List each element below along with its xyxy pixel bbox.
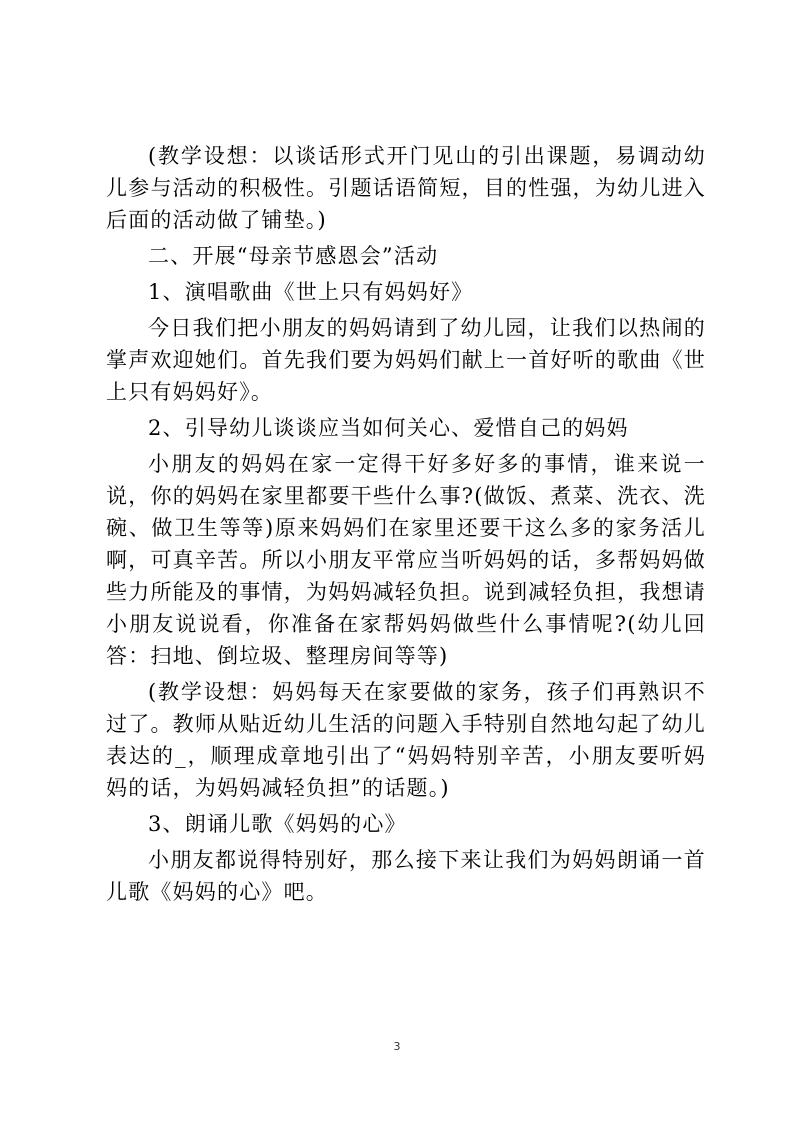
- subheading-2: 2、引导幼儿谈谈应当如何关心、爱惜自己的妈妈: [148, 416, 629, 440]
- section-heading-2: 二、开展“母亲节感恩会”活动: [148, 244, 439, 268]
- subheading-1: 1、演唱歌曲《世上只有妈妈好》: [148, 280, 474, 304]
- document-body: [106, 140, 706, 912]
- subheading-3: 3、朗诵儿歌《妈妈的心》: [148, 812, 407, 836]
- paragraph-discussion: 小朋友的妈妈在家一定得干好多好多的事情，谁来说一说，你的妈妈在家里都要干些什么事?(做饭、煮菜、洗衣、洗碗、做卫生等等)原来妈妈们在家里还要干这么多的家务活儿啊，可真辛苦。所以小朋友平常应当听妈妈的话，多帮妈妈做些力所能及的事情，为妈妈减轻负担。说到减轻负担，我想请小朋友说说看，你准备在家帮妈妈做些什么事情呢?(幼儿回答：扫地、倒垃圾、整理房间等等): [106, 452, 706, 668]
- paragraph-design-note-2: (教学设想：妈妈每天在家要做的家务，孩子们再熟识不过了。教师从贴近幼儿生活的问题入手特别自然地勾起了幼儿表达的_，顺理成章地引出了“妈妈特别辛苦，小朋友要听妈妈的话，为妈妈减轻负担”的话题。): [106, 680, 706, 800]
- paragraph-recitation: 小朋友都说得特别好，那么接下来让我们为妈妈朗诵一首儿歌《妈妈的心》吧。: [106, 848, 706, 904]
- paragraph-design-note-1: (教学设想：以谈话形式开门见山的引出课题，易调动幼儿参与活动的积极性。引题话语简短，目的性强，为幼儿进入后面的活动做了铺垫。): [106, 144, 706, 232]
- paragraph-welcome: 今日我们把小朋友的妈妈请到了幼儿园，让我们以热闹的掌声欢迎她们。首先我们要为妈妈们献上一首好听的歌曲《世上只有妈妈好》。: [106, 316, 706, 404]
- page-number: 3: [393, 1040, 401, 1053]
